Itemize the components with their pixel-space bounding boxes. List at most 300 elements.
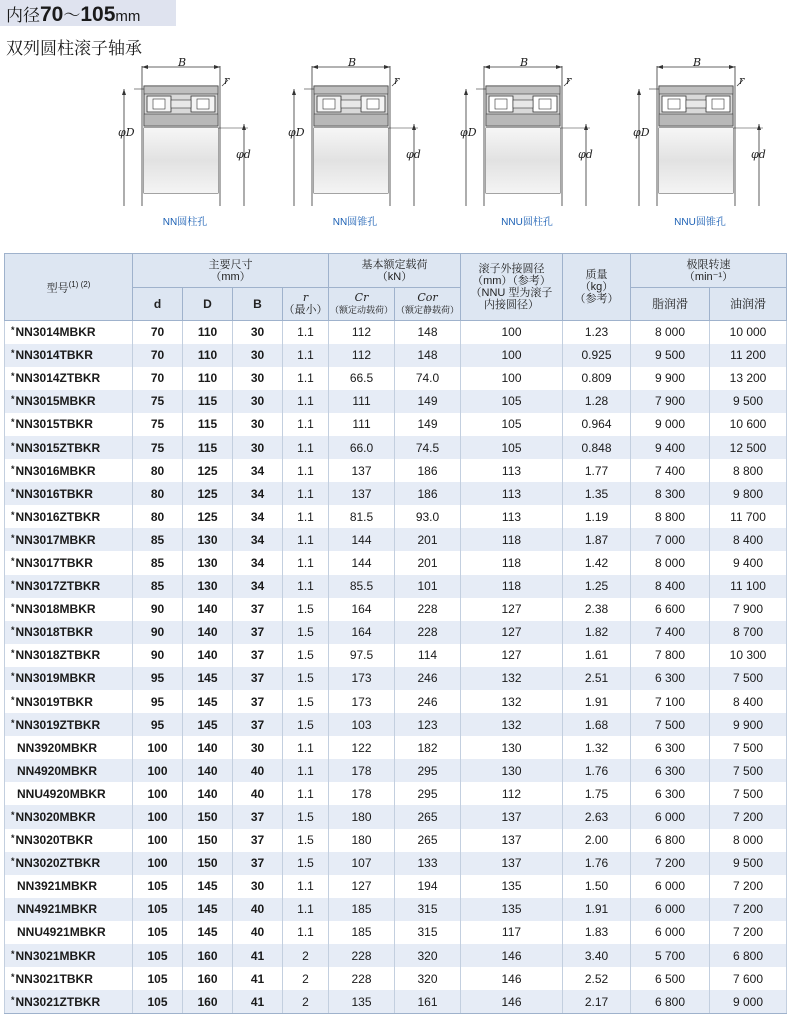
cell-oil-speed: 9 400 bbox=[710, 551, 787, 574]
cell-D: 140 bbox=[183, 644, 233, 667]
cell-B: 37 bbox=[233, 667, 283, 690]
star-mark: * bbox=[11, 717, 15, 728]
table-row bbox=[5, 413, 787, 436]
model-number: NN3016ZTBKR bbox=[15, 509, 101, 524]
star-mark: * bbox=[11, 348, 15, 359]
cell-model bbox=[5, 621, 133, 644]
star-mark: * bbox=[11, 532, 15, 543]
cell-r: 1.5 bbox=[283, 713, 329, 736]
cell-cor: 228 bbox=[395, 621, 461, 644]
cell-roller-dia: 105 bbox=[461, 436, 563, 459]
cell-cor: 182 bbox=[395, 736, 461, 759]
model-number: NN3014ZTBKR bbox=[15, 371, 101, 386]
cell-mass: 1.50 bbox=[563, 875, 631, 898]
cell-cr: 135 bbox=[329, 990, 395, 1013]
cell-r: 1.1 bbox=[283, 482, 329, 505]
cell-D: 145 bbox=[183, 690, 233, 713]
cell-mass: 1.82 bbox=[563, 621, 631, 644]
cell-oil-speed: 11 100 bbox=[710, 575, 787, 598]
model-number: NN3019TBKR bbox=[15, 694, 93, 709]
cell-mass: 2.63 bbox=[563, 805, 631, 828]
cell-B: 30 bbox=[233, 390, 283, 413]
model-number: NN3920MBKR bbox=[17, 740, 98, 755]
cell-grease-speed: 8 000 bbox=[631, 551, 710, 574]
cell-model bbox=[5, 782, 133, 805]
header-load: 基本额定载荷 （kN） bbox=[329, 254, 461, 288]
cell-grease-speed: 5 700 bbox=[631, 944, 710, 967]
cell-oil-speed: 12 500 bbox=[710, 436, 787, 459]
cell-B: 37 bbox=[233, 644, 283, 667]
cell-r: 1.1 bbox=[283, 875, 329, 898]
cell-r: 1.5 bbox=[283, 644, 329, 667]
cell-D: 150 bbox=[183, 852, 233, 875]
dim-label-width: B bbox=[178, 56, 187, 69]
cell-cor: 148 bbox=[395, 321, 461, 344]
cell-oil-speed: 7 600 bbox=[710, 967, 787, 990]
cell-d: 90 bbox=[133, 621, 183, 644]
cell-oil-speed: 11 700 bbox=[710, 505, 787, 528]
cell-grease-speed: 8 300 bbox=[631, 482, 710, 505]
cell-cor: 320 bbox=[395, 944, 461, 967]
table-row bbox=[5, 875, 787, 898]
star-mark: * bbox=[11, 463, 15, 474]
cell-mass: 2.17 bbox=[563, 990, 631, 1013]
cell-cr: 85.5 bbox=[329, 575, 395, 598]
cell-D: 110 bbox=[183, 344, 233, 367]
cell-d: 85 bbox=[133, 575, 183, 598]
star-mark: * bbox=[11, 648, 15, 659]
cell-B: 30 bbox=[233, 413, 283, 436]
cell-cor: 148 bbox=[395, 344, 461, 367]
model-number: NN3020TBKR bbox=[15, 833, 93, 848]
header-oil: 油润滑 bbox=[710, 288, 787, 321]
cell-roller-dia: 105 bbox=[461, 390, 563, 413]
cell-d: 105 bbox=[133, 875, 183, 898]
cell-cor: 320 bbox=[395, 967, 461, 990]
cell-D: 110 bbox=[183, 321, 233, 344]
dim-label-outer-diameter: φD bbox=[460, 126, 477, 139]
cell-B: 34 bbox=[233, 459, 283, 482]
cell-oil-speed: 6 800 bbox=[710, 944, 787, 967]
cell-cr: 66.5 bbox=[329, 367, 395, 390]
table-row bbox=[5, 829, 787, 852]
star-mark: * bbox=[11, 394, 15, 405]
cell-oil-speed: 8 400 bbox=[710, 690, 787, 713]
cell-oil-speed: 7 500 bbox=[710, 736, 787, 759]
cell-B: 41 bbox=[233, 944, 283, 967]
cell-r: 1.5 bbox=[283, 829, 329, 852]
cell-oil-speed: 7 500 bbox=[710, 667, 787, 690]
cell-mass: 2.00 bbox=[563, 829, 631, 852]
diagram-caption: NNU圆柱孔 bbox=[501, 217, 553, 228]
cell-mass: 1.87 bbox=[563, 528, 631, 551]
model-number: NN3018TBKR bbox=[15, 625, 93, 640]
cell-oil-speed: 9 800 bbox=[710, 482, 787, 505]
cell-model bbox=[5, 967, 133, 990]
cell-model bbox=[5, 736, 133, 759]
cell-roller-dia: 127 bbox=[461, 644, 563, 667]
table-row bbox=[5, 551, 787, 574]
model-number: NN3016MBKR bbox=[15, 463, 96, 478]
cell-D: 130 bbox=[183, 575, 233, 598]
cell-r: 2 bbox=[283, 967, 329, 990]
cell-cr: 122 bbox=[329, 736, 395, 759]
cell-mass: 1.76 bbox=[563, 852, 631, 875]
table-row bbox=[5, 782, 787, 805]
cell-d: 90 bbox=[133, 598, 183, 621]
cell-B: 37 bbox=[233, 805, 283, 828]
cell-r: 1.5 bbox=[283, 667, 329, 690]
table-row bbox=[5, 921, 787, 944]
model-number: NN3017ZTBKR bbox=[15, 579, 101, 594]
bore-range-banner bbox=[0, 0, 176, 26]
cell-cor: 149 bbox=[395, 413, 461, 436]
cell-B: 30 bbox=[233, 367, 283, 390]
cell-cr: 137 bbox=[329, 459, 395, 482]
header-mass: 质量 （kg） （参考） bbox=[563, 254, 631, 321]
cell-model bbox=[5, 898, 133, 921]
cell-grease-speed: 7 100 bbox=[631, 690, 710, 713]
cell-mass: 2.51 bbox=[563, 667, 631, 690]
cell-r: 1.5 bbox=[283, 598, 329, 621]
cell-oil-speed: 9 500 bbox=[710, 390, 787, 413]
table-row bbox=[5, 321, 787, 344]
cell-cor: 246 bbox=[395, 667, 461, 690]
cell-cr: 66.0 bbox=[329, 436, 395, 459]
cell-cr: 164 bbox=[329, 621, 395, 644]
star-mark: * bbox=[11, 971, 15, 982]
cell-oil-speed: 7 200 bbox=[710, 921, 787, 944]
cell-cor: 123 bbox=[395, 713, 461, 736]
cell-r: 1.1 bbox=[283, 782, 329, 805]
cell-cor: 246 bbox=[395, 690, 461, 713]
cell-d: 105 bbox=[133, 967, 183, 990]
cell-B: 37 bbox=[233, 713, 283, 736]
cell-D: 140 bbox=[183, 621, 233, 644]
bore-range-text: 内径70～105mm bbox=[6, 3, 141, 26]
cell-cr: 180 bbox=[329, 829, 395, 852]
cell-roller-dia: 135 bbox=[461, 875, 563, 898]
cell-cor: 186 bbox=[395, 482, 461, 505]
cell-mass: 1.91 bbox=[563, 898, 631, 921]
cell-r: 1.5 bbox=[283, 852, 329, 875]
cell-D: 125 bbox=[183, 505, 233, 528]
star-mark: * bbox=[11, 694, 15, 705]
cell-model bbox=[5, 805, 133, 828]
table-row bbox=[5, 805, 787, 828]
cell-grease-speed: 6 800 bbox=[631, 829, 710, 852]
cell-d: 95 bbox=[133, 667, 183, 690]
cell-D: 140 bbox=[183, 782, 233, 805]
cell-d: 70 bbox=[133, 344, 183, 367]
cell-cr: 112 bbox=[329, 321, 395, 344]
cell-model bbox=[5, 990, 133, 1013]
cell-grease-speed: 8 800 bbox=[631, 505, 710, 528]
cell-D: 115 bbox=[183, 436, 233, 459]
header-r: r （最小） bbox=[283, 288, 329, 321]
cell-cor: 133 bbox=[395, 852, 461, 875]
cell-oil-speed: 10 300 bbox=[710, 644, 787, 667]
table-header bbox=[5, 254, 787, 321]
cell-cr: 173 bbox=[329, 690, 395, 713]
cell-mass: 1.76 bbox=[563, 759, 631, 782]
cell-cr: 164 bbox=[329, 598, 395, 621]
cell-grease-speed: 7 500 bbox=[631, 713, 710, 736]
cell-grease-speed: 7 400 bbox=[631, 621, 710, 644]
cell-grease-speed: 7 900 bbox=[631, 390, 710, 413]
table-row bbox=[5, 944, 787, 967]
cell-d: 75 bbox=[133, 413, 183, 436]
model-number: NN3016TBKR bbox=[15, 486, 93, 501]
model-number: NN3021ZTBKR bbox=[15, 994, 101, 1009]
cell-roller-dia: 132 bbox=[461, 667, 563, 690]
cell-cr: 185 bbox=[329, 898, 395, 921]
cell-cor: 194 bbox=[395, 875, 461, 898]
cell-B: 40 bbox=[233, 782, 283, 805]
table-row bbox=[5, 898, 787, 921]
cell-model bbox=[5, 875, 133, 898]
cell-roller-dia: 137 bbox=[461, 852, 563, 875]
cell-model bbox=[5, 459, 133, 482]
table-row bbox=[5, 344, 787, 367]
cell-cor: 295 bbox=[395, 782, 461, 805]
cell-roller-dia: 137 bbox=[461, 805, 563, 828]
cell-cr: 111 bbox=[329, 390, 395, 413]
cell-B: 37 bbox=[233, 621, 283, 644]
cell-mass: 0.848 bbox=[563, 436, 631, 459]
model-number: NN3015MBKR bbox=[15, 394, 96, 409]
header-grease: 脂润滑 bbox=[631, 288, 710, 321]
cell-grease-speed: 6 300 bbox=[631, 736, 710, 759]
table-row bbox=[5, 667, 787, 690]
cell-roller-dia: 105 bbox=[461, 413, 563, 436]
table-row bbox=[5, 390, 787, 413]
cell-oil-speed: 9 500 bbox=[710, 852, 787, 875]
cell-D: 145 bbox=[183, 667, 233, 690]
bearing-section-drawing bbox=[635, 56, 790, 206]
cell-d: 105 bbox=[133, 944, 183, 967]
cell-model bbox=[5, 367, 133, 390]
table-row bbox=[5, 990, 787, 1013]
cell-cr: 173 bbox=[329, 667, 395, 690]
cell-grease-speed: 6 300 bbox=[631, 759, 710, 782]
cell-mass: 0.809 bbox=[563, 367, 631, 390]
cell-d: 90 bbox=[133, 644, 183, 667]
cell-model bbox=[5, 690, 133, 713]
cell-B: 34 bbox=[233, 528, 283, 551]
cell-r: 1.1 bbox=[283, 321, 329, 344]
cell-model bbox=[5, 852, 133, 875]
star-mark: * bbox=[11, 833, 15, 844]
header-B: B bbox=[233, 288, 283, 321]
cell-d: 100 bbox=[133, 805, 183, 828]
cell-B: 30 bbox=[233, 736, 283, 759]
cell-d: 75 bbox=[133, 390, 183, 413]
dim-label-width: B bbox=[348, 56, 357, 69]
cell-roller-dia: 132 bbox=[461, 690, 563, 713]
cell-r: 1.1 bbox=[283, 390, 329, 413]
cell-cr: 185 bbox=[329, 921, 395, 944]
cell-model bbox=[5, 575, 133, 598]
dim-label-bore-diameter: φd bbox=[578, 148, 593, 161]
cell-d: 105 bbox=[133, 921, 183, 944]
cell-roller-dia: 117 bbox=[461, 921, 563, 944]
cell-B: 34 bbox=[233, 505, 283, 528]
cell-cor: 74.5 bbox=[395, 436, 461, 459]
star-mark: * bbox=[11, 555, 15, 566]
cell-model bbox=[5, 944, 133, 967]
cell-cr: 107 bbox=[329, 852, 395, 875]
model-number: NN3014MBKR bbox=[15, 325, 96, 340]
section-title: 双列圆柱滚子轴承 bbox=[6, 39, 142, 58]
cell-D: 160 bbox=[183, 944, 233, 967]
dim-label-radius: r bbox=[224, 74, 230, 87]
cell-roller-dia: 100 bbox=[461, 367, 563, 390]
cell-cor: 295 bbox=[395, 759, 461, 782]
cell-D: 130 bbox=[183, 551, 233, 574]
star-mark: * bbox=[11, 371, 15, 382]
cell-grease-speed: 8 000 bbox=[631, 321, 710, 344]
cell-B: 41 bbox=[233, 990, 283, 1013]
model-number: NN3019ZTBKR bbox=[15, 717, 101, 732]
dim-label-radius: r bbox=[739, 74, 745, 87]
cell-D: 110 bbox=[183, 367, 233, 390]
cell-grease-speed: 9 500 bbox=[631, 344, 710, 367]
star-mark: * bbox=[11, 417, 15, 428]
header-main-dims: 主要尺寸 （mm） bbox=[133, 254, 329, 288]
header-model: 型号$^{(1) (2)}$ bbox=[5, 254, 133, 321]
cell-grease-speed: 6 500 bbox=[631, 967, 710, 990]
cell-B: 34 bbox=[233, 482, 283, 505]
table-row bbox=[5, 690, 787, 713]
table-row bbox=[5, 528, 787, 551]
cell-mass: 1.83 bbox=[563, 921, 631, 944]
cell-cr: 180 bbox=[329, 805, 395, 828]
cell-grease-speed: 8 400 bbox=[631, 575, 710, 598]
cell-oil-speed: 8 800 bbox=[710, 459, 787, 482]
table-row bbox=[5, 482, 787, 505]
header-cr: Cr （额定动载荷） bbox=[329, 288, 395, 321]
header-roller-dia: 滚子外接圆径 （mm）（参考） （NNU 型为滚子 内接圆径） bbox=[461, 254, 563, 321]
cell-B: 30 bbox=[233, 321, 283, 344]
cell-cr: 228 bbox=[329, 944, 395, 967]
cell-r: 2 bbox=[283, 944, 329, 967]
cell-r: 1.5 bbox=[283, 805, 329, 828]
model-number: NN3020MBKR bbox=[15, 810, 96, 825]
cell-cor: 201 bbox=[395, 551, 461, 574]
cell-cor: 265 bbox=[395, 829, 461, 852]
cell-B: 40 bbox=[233, 921, 283, 944]
cell-d: 100 bbox=[133, 829, 183, 852]
cell-cr: 137 bbox=[329, 482, 395, 505]
cell-oil-speed: 8 700 bbox=[710, 621, 787, 644]
cell-D: 140 bbox=[183, 759, 233, 782]
cell-cr: 112 bbox=[329, 344, 395, 367]
cell-D: 150 bbox=[183, 805, 233, 828]
dim-label-outer-diameter: φD bbox=[118, 126, 135, 139]
dim-label-bore-diameter: φd bbox=[751, 148, 766, 161]
table-row bbox=[5, 852, 787, 875]
star-mark: * bbox=[11, 602, 15, 613]
star-mark: * bbox=[11, 325, 15, 336]
cell-roller-dia: 113 bbox=[461, 482, 563, 505]
model-number: NN3019MBKR bbox=[15, 671, 96, 686]
cell-mass: 1.25 bbox=[563, 575, 631, 598]
cell-mass: 0.964 bbox=[563, 413, 631, 436]
cell-d: 95 bbox=[133, 690, 183, 713]
model-number: NN4921MBKR bbox=[17, 902, 98, 917]
star-mark: * bbox=[11, 671, 15, 682]
cell-d: 85 bbox=[133, 528, 183, 551]
cell-model bbox=[5, 921, 133, 944]
cell-mass: 1.23 bbox=[563, 321, 631, 344]
cell-d: 100 bbox=[133, 852, 183, 875]
cell-model bbox=[5, 829, 133, 852]
bearing-section-drawing bbox=[290, 56, 480, 206]
cell-D: 145 bbox=[183, 875, 233, 898]
star-mark: * bbox=[11, 948, 15, 959]
dim-label-bore-diameter: φd bbox=[236, 148, 251, 161]
table-row bbox=[5, 505, 787, 528]
cell-mass: 1.68 bbox=[563, 713, 631, 736]
cell-oil-speed: 7 500 bbox=[710, 759, 787, 782]
cell-model bbox=[5, 482, 133, 505]
cell-D: 145 bbox=[183, 921, 233, 944]
model-number: NN3021MBKR bbox=[15, 948, 96, 963]
cell-B: 30 bbox=[233, 875, 283, 898]
cell-roller-dia: 146 bbox=[461, 944, 563, 967]
cell-oil-speed: 13 200 bbox=[710, 367, 787, 390]
model-number: NN3017TBKR bbox=[15, 555, 93, 570]
bearing-diagram bbox=[120, 56, 310, 236]
cell-cor: 114 bbox=[395, 644, 461, 667]
star-mark: * bbox=[11, 579, 15, 590]
dim-label-width: B bbox=[520, 56, 529, 69]
cell-oil-speed: 10 600 bbox=[710, 413, 787, 436]
bearing-section-drawing bbox=[120, 56, 310, 206]
cell-d: 100 bbox=[133, 759, 183, 782]
cell-roller-dia: 146 bbox=[461, 990, 563, 1013]
cell-d: 70 bbox=[133, 321, 183, 344]
cell-oil-speed: 11 200 bbox=[710, 344, 787, 367]
cell-model bbox=[5, 390, 133, 413]
cell-model bbox=[5, 598, 133, 621]
cell-model bbox=[5, 759, 133, 782]
cell-model bbox=[5, 644, 133, 667]
star-mark: * bbox=[11, 810, 15, 821]
diagram-caption: NN圆锥孔 bbox=[332, 217, 378, 228]
header-speed: 极限转速 （min⁻¹） bbox=[631, 254, 787, 288]
cell-mass: 1.75 bbox=[563, 782, 631, 805]
cell-grease-speed: 9 400 bbox=[631, 436, 710, 459]
cell-oil-speed: 9 000 bbox=[710, 990, 787, 1013]
cell-D: 125 bbox=[183, 482, 233, 505]
cell-roller-dia: 130 bbox=[461, 736, 563, 759]
model-number: NNU4921MBKR bbox=[17, 925, 106, 940]
bearing-diagram bbox=[290, 56, 480, 236]
cell-mass: 1.61 bbox=[563, 644, 631, 667]
cell-oil-speed: 8 400 bbox=[710, 528, 787, 551]
cell-roller-dia: 118 bbox=[461, 528, 563, 551]
cell-oil-speed: 7 900 bbox=[710, 598, 787, 621]
cell-model bbox=[5, 436, 133, 459]
cell-B: 37 bbox=[233, 598, 283, 621]
cell-B: 40 bbox=[233, 759, 283, 782]
cell-cor: 74.0 bbox=[395, 367, 461, 390]
cell-mass: 1.35 bbox=[563, 482, 631, 505]
cell-oil-speed: 9 900 bbox=[710, 713, 787, 736]
cell-d: 105 bbox=[133, 898, 183, 921]
